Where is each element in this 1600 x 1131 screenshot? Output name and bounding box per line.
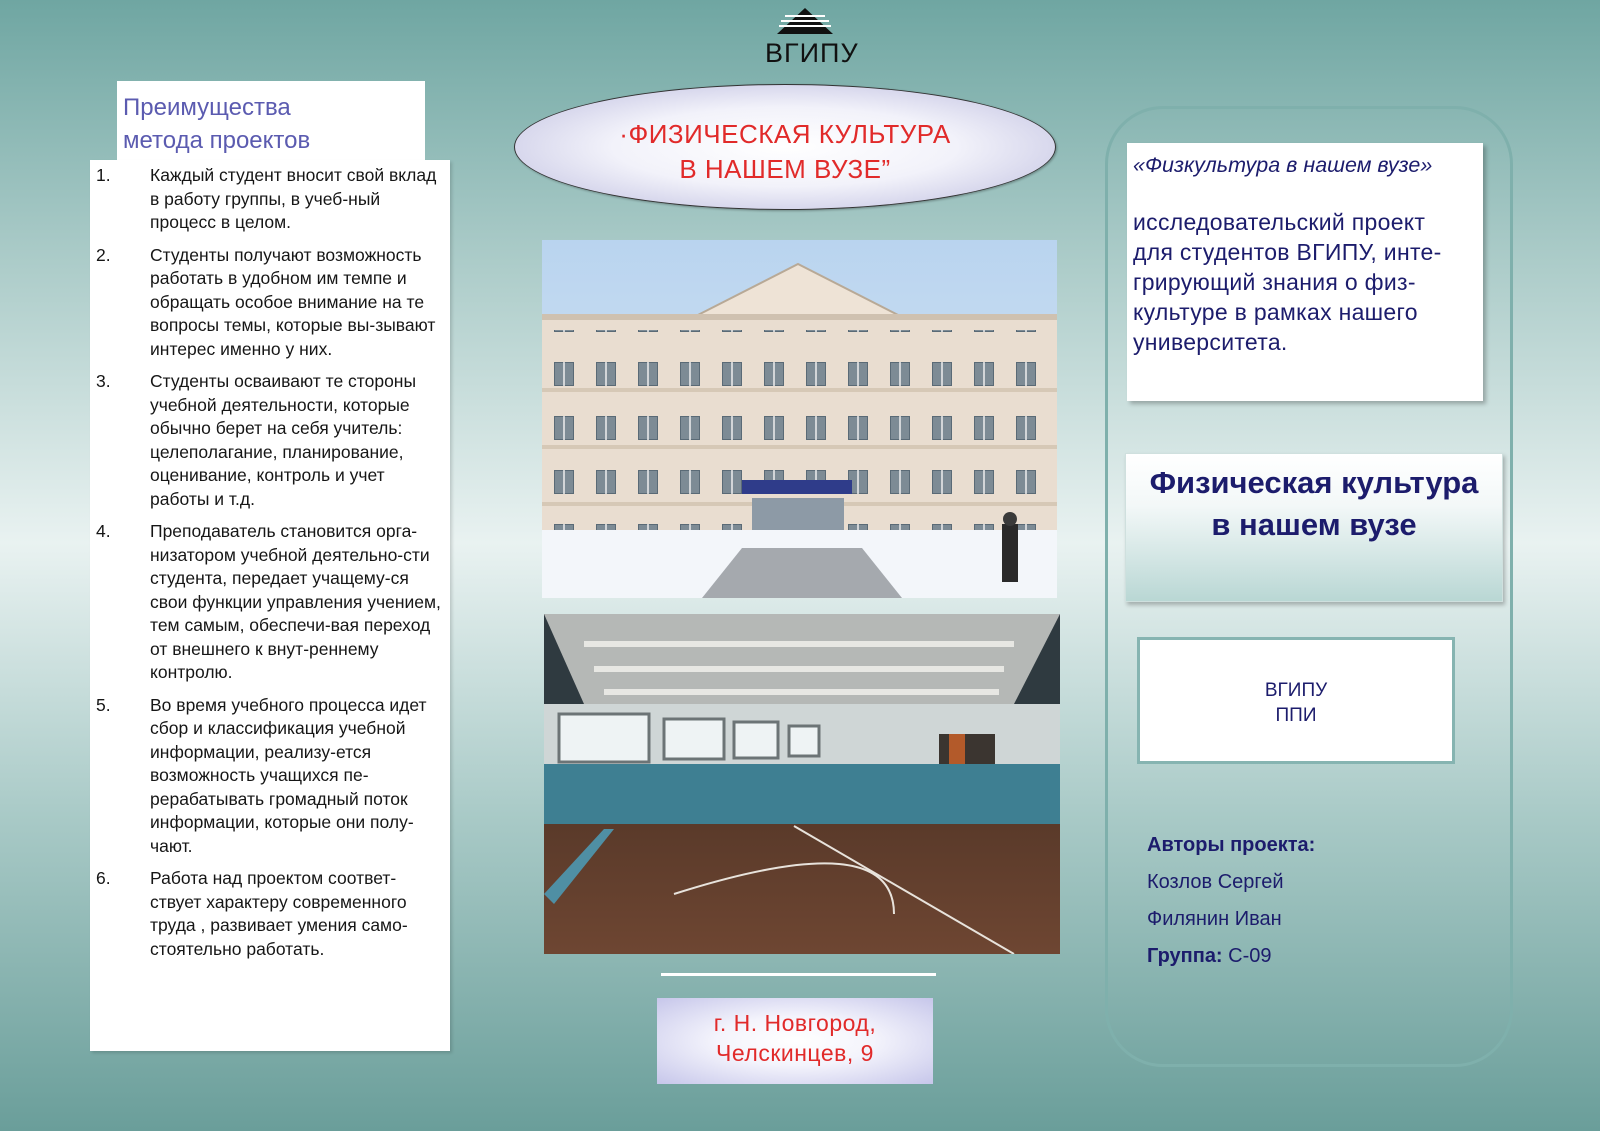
main-title-box [1125, 453, 1503, 602]
title-ellipse [514, 84, 1056, 210]
address-text: г. Н. Новгород, Челскинцев, 9 [713, 1010, 877, 1066]
advantages-title-box [117, 81, 425, 163]
project-description-body: исследовательский проект для студентов ВГИПУ, инте- грирующий знания о физ- культуре в рамках нашего университета. [1133, 209, 1442, 355]
authors-label: Авторы проекта: [1147, 834, 1316, 856]
list-item: 5. Во время учебного процесса идет сбор и классификация учебной информации, реализу-ется возможность учащихся пе-рерабатывать громадный поток информации, которые они полу-чают. [96, 694, 427, 856]
group-line [1147, 943, 1447, 980]
project-description-title: «Физкультура в нашем вузе» [1133, 153, 1433, 177]
divider-line [661, 973, 936, 976]
authors-block [1147, 832, 1447, 980]
list-item: 1. Каждый студент вносит свой вклад в работу группы, в учеб-ный процесс в целом. [96, 165, 437, 232]
university-box [1137, 637, 1455, 764]
author-name: Филянин Иван [1147, 908, 1282, 930]
group-label: Группа: [1147, 945, 1223, 967]
advantages-list [90, 164, 450, 970]
logo-triangle-icon [775, 6, 835, 36]
group-value: С-09 [1222, 945, 1272, 967]
list-item: 2. Студенты получают возможность работать в удобном им темпе и обращать особое внимание на те вопросы темы, которые вы-зывают интерес именно у них. [96, 244, 436, 359]
university-text: ВГИПУ ППИ [1264, 680, 1328, 726]
gymnasium-photo [544, 614, 1060, 954]
main-title: Физическая культура в нашем вузе [1149, 465, 1479, 542]
university-building-photo [542, 240, 1057, 598]
advantages-list-box [90, 160, 450, 1051]
logo-text: ВГИПУ [765, 38, 859, 68]
vgipu-logo [765, 6, 859, 70]
author-name: Козлов Сергей [1147, 871, 1284, 893]
address-box [657, 998, 933, 1084]
list-item: 3. Студенты осваивают те стороны учебной деятельности, которые обычно берет на себя учитель: целеполагание, планирование, оценивание, контроль и учет работы и т.д. [96, 371, 417, 509]
list-item: 4. Преподаватель становится орга-низатором учебной деятельно-сти студента, передает учащему-ся свои функции управления учением, тем самым, обеспечи-вая переход от внешнего к внут-реннему контролю. [96, 521, 441, 682]
ellipse-title: ·ФИЗИЧЕСКАЯ КУЛЬТУРА В НАШЕМ ВУЗЕ” [619, 119, 951, 184]
list-item: 6. Работа над проектом соответ-ствует характеру современного труда , развивает умения само-стоятельно работать. [96, 868, 408, 959]
advantages-title: Преимущества метода проектов [123, 94, 311, 154]
project-description-box [1127, 143, 1483, 401]
